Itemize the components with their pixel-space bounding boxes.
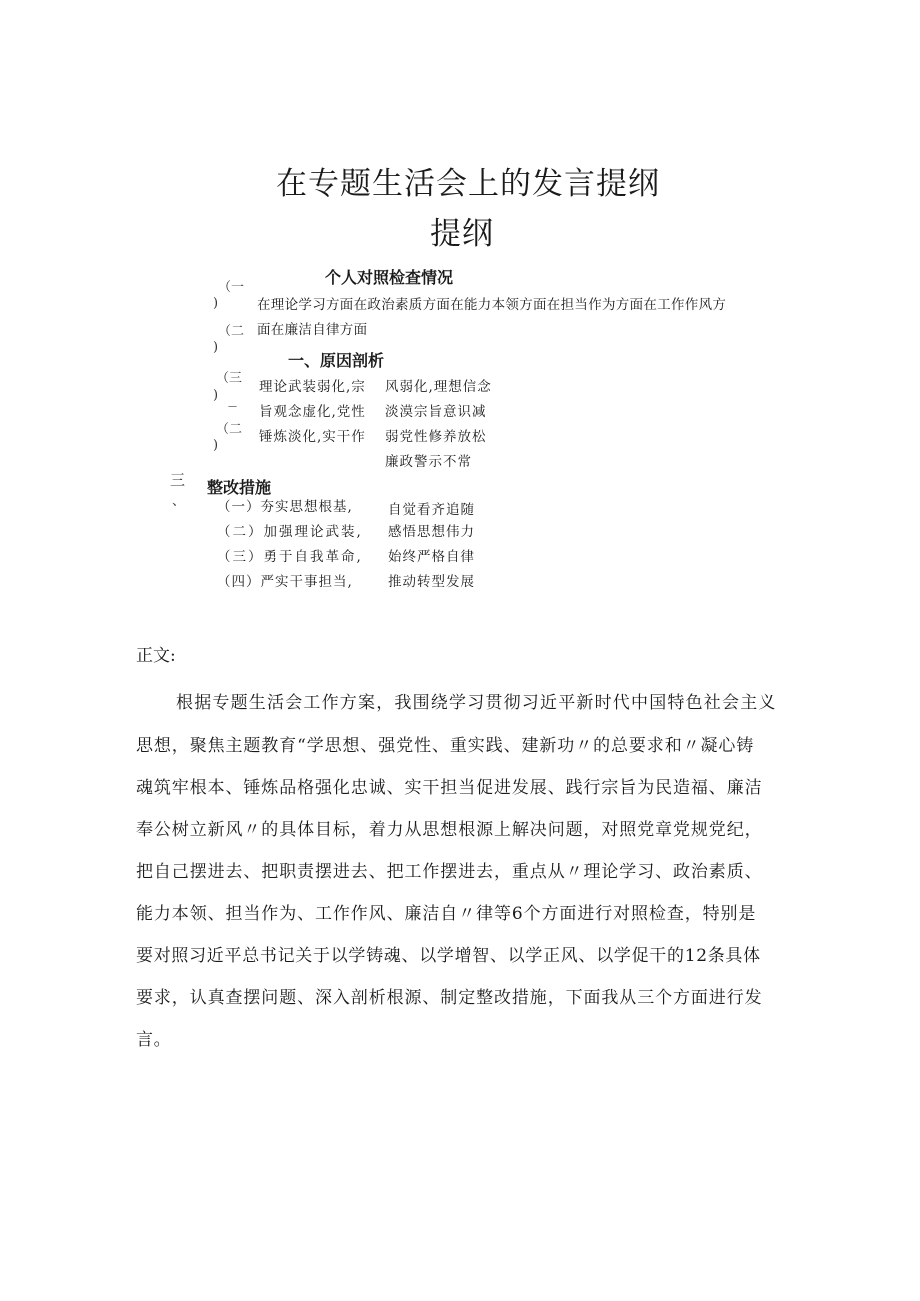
body-paragraph-line: 把自己摆进去、把职责摆进去、把工作摆进去，重点从〃理论学习、政治素质、	[136, 862, 763, 882]
body-paragraph-line: 要求，认真查摆问题、深入剖析根源、制定整改措施，下面我从三个方面进行发	[136, 988, 763, 1008]
measure-item-left: （一）夯实思想根基,	[217, 499, 353, 515]
cause-col-a-line: 理论武装弱化,宗	[259, 379, 366, 395]
outline-marker-close: )	[213, 340, 219, 355]
section-heading-rectification: 整改措施	[207, 478, 272, 497]
measure-item-right: 感悟思想伟力	[388, 524, 475, 540]
measure-item-left: （二）加强理论武装,	[217, 524, 363, 540]
body-paragraph-line: 根据专题生活会工作方案，我围绕学习贯彻习近平新时代中国特色社会主义	[176, 693, 777, 713]
measure-item-right: 推动转型发展	[388, 574, 475, 590]
document-title: 在专题生活会上的发言提纲	[276, 166, 660, 202]
self-check-line-1: 在理论学习方面在政治素质方面在能力本领方面在担当作为方面在工作作风方	[257, 297, 727, 313]
cause-col-b-line: 淡漠宗旨意识减	[385, 404, 487, 420]
body-paragraph-line: 奉公树立新风〃的具体目标，着力从思想根源上解决问题，对照党章党规党纪，	[136, 820, 763, 840]
outline-dash: —	[228, 402, 237, 412]
measure-item-left: （三）勇于自我革命,	[217, 549, 363, 565]
body-label: 正文:	[136, 646, 176, 666]
body-paragraph-line: 思想，聚焦主题教育“学思想、强党性、重实践、建新功〃的总要求和〃凝心铸	[136, 736, 755, 756]
cause-col-b-line: 弱党性修养放松	[385, 429, 487, 445]
cause-col-b-line: 廉政警示不常	[385, 454, 472, 470]
cause-col-a-line: 旨观念虚化,党性	[259, 404, 366, 420]
body-paragraph-line: 言。	[136, 1030, 172, 1050]
document-subtitle: 提纲	[430, 216, 494, 252]
measure-item-right: 始终严格自律	[388, 549, 475, 565]
measure-item-left: （四）严实干事担当,	[217, 574, 353, 590]
cause-col-b-line: 风弱化,理想信念	[385, 379, 492, 395]
measure-item-right: 自觉看齐追随	[388, 502, 475, 518]
self-check-line-2: 面在廉洁自律方面	[257, 322, 368, 338]
outline-marker-close: )	[213, 296, 219, 311]
section-heading-self-check: 个人对照检查情况	[325, 268, 454, 287]
outline-marker: （一	[218, 280, 245, 295]
body-paragraph-line: 魂筑牢根本、锤炼品格强化忠诚、实干担当促进发展、践行宗旨为民造福、廉洁	[136, 778, 763, 798]
cause-col-a-line: 锤炼淡化,实干作	[259, 429, 366, 445]
section-heading-cause-analysis: 一、原因剖析	[288, 351, 385, 370]
body-paragraph-line: 能力本领、担当作为、工作作风、廉洁自〃律等6个方面进行对照检查，特别是	[136, 904, 757, 924]
outline-marker-close: )	[213, 438, 219, 453]
body-paragraph-line: 要对照习近平总书记关于以学铸魂、以学增智、以学正风、以学促干的12条具体	[136, 946, 761, 966]
outline-marker: （二	[216, 422, 243, 437]
outline-marker-close: )	[213, 388, 219, 403]
outline-marker: （二	[218, 324, 245, 339]
section-number: 三	[170, 471, 186, 489]
outline-marker: （三	[216, 371, 243, 386]
section-number-comma: 、	[172, 494, 186, 509]
